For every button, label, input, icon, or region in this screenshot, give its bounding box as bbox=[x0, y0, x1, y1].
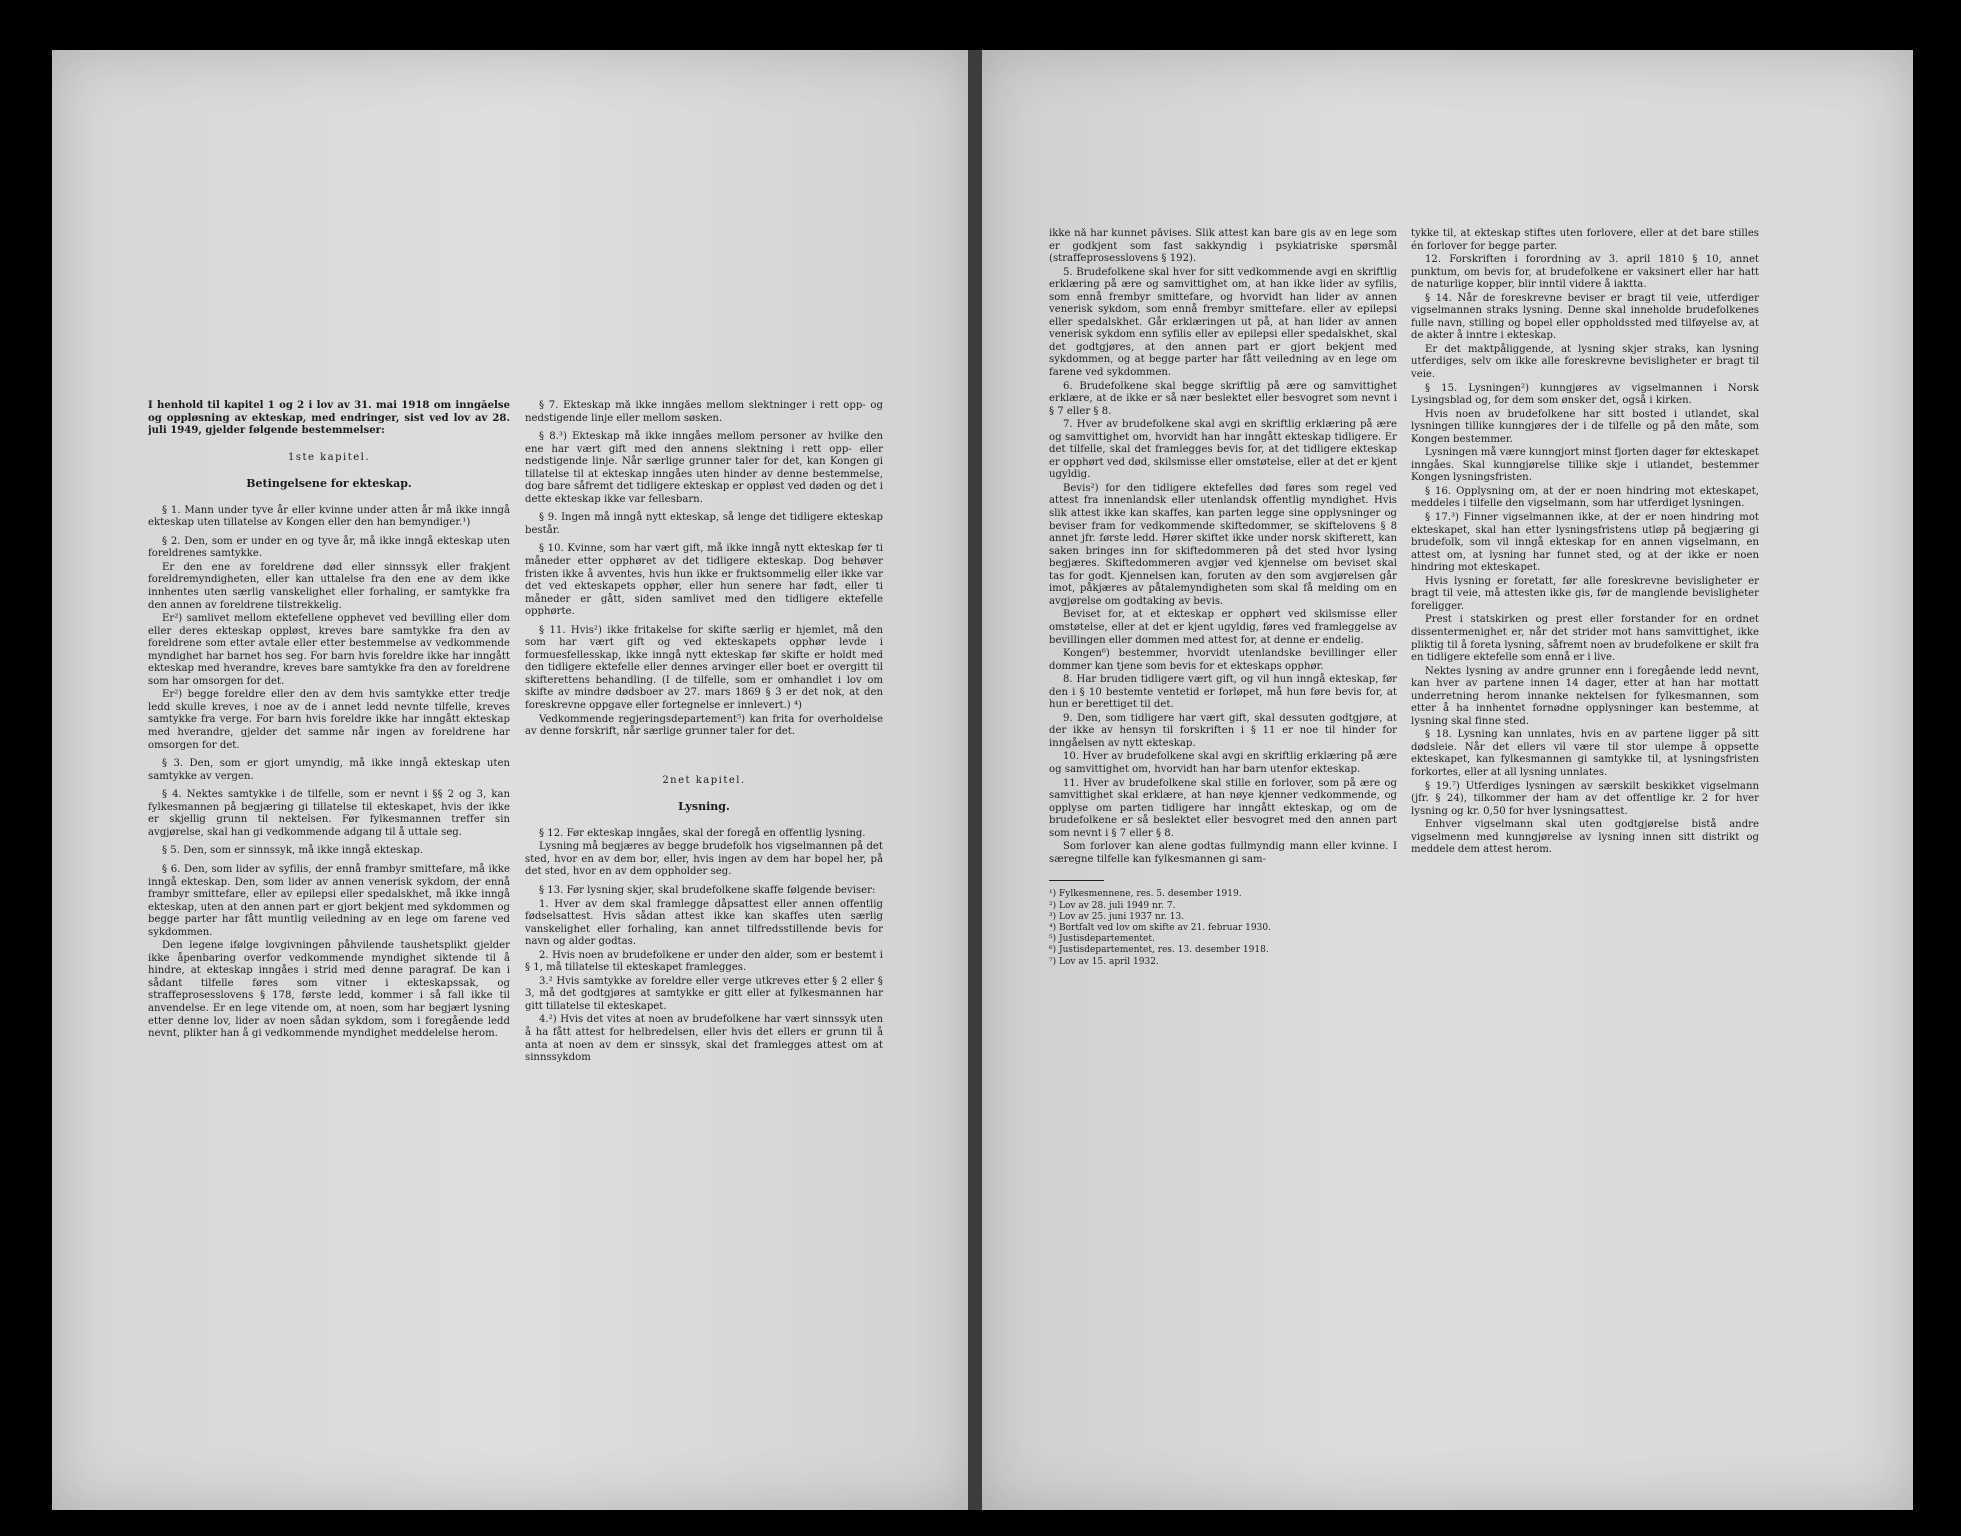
paragraph: § 10. Kvinne, som har vært gift, må ikke inngå nytt ekteskap før ti måneder etter opphøret av det tidligere ekteskap. Dog behøver fristen ikke å avventes, hvis hun ikke er fruktsommelig eller ikke var det ved ekteskapets opphør, eller hun senere har født, eller ti måneder er gått, siden samlivet med den tidligere ektefelle opphørte. bbox=[525, 543, 883, 618]
chapter-1-title: Betingelsene for ekteskap. bbox=[246, 477, 412, 491]
book-gutter bbox=[968, 50, 982, 1510]
paragraph: Som forlover kan alene godtas fullmyndig mann eller kvinne. I særegne tilfelle kan fylkesmannen gi sam- bbox=[1049, 841, 1397, 865]
paragraph: Vedkommende regjeringsdepartement⁵) kan frita for overholdelse av denne forskrift, når særlige grunner taler for det. bbox=[525, 713, 883, 738]
chapter-2-title: Lysning. bbox=[678, 800, 730, 814]
paragraph: 4.²) Hvis det vites at noen av brudefolkene har vært sinnssyk uten å ha fått attest for helbredelsen, eller hvis det ellers er grunn til å anta at noen av dem er sinssyk, skal det framlegges attest om at sinnssykdom bbox=[525, 1014, 883, 1064]
paragraph: Bevis²) for den tidligere ektefelles død føres som regel ved attest fra innenlandsk eller utenlandsk offentlig myndighet. Hvis slik attest ikke kan skaffes, kan parten legge sine opplysninger og beviser fram for vedkommende skiftedommer, se skiftelovens § 8 annet jfr. første ledd. Hører skiftet ikke under norsk skifterett, kan saken bringes inn for skiftedommeren på det sted hvor lysing begjæres. Skiftedommeren avgjør ved kjennelse om beviset skal tas for godt. Kjennelsen kan, foruten av den som avgjørelsen går imot, påkjæres av påtalemyndigheten som skal få melding om en avgjørelse om godtaking av bevis. bbox=[1049, 482, 1397, 607]
paragraph: § 5. Den, som er sinnssyk, må ikke inngå ekteskap. bbox=[162, 845, 424, 857]
footnote: ¹) Fylkesmennene, res. 5. desember 1919. bbox=[1049, 889, 1242, 900]
paragraph: Nektes lysning av andre grunner enn i foregående ledd nevnt, kan hver av partene innen 14 dager, etter at han har mottatt underretning herom innanke nektelsen for fylkesmannen, som etter å ha innhentet fornødne opplysninger kan bestemme, at lysning skal finne sted. bbox=[1411, 665, 1759, 727]
footnote: ³) Lov av 25. juni 1937 nr. 13. bbox=[1049, 911, 1185, 922]
paragraph: 11. Hver av brudefolkene skal stille en forlover, som på ære og samvittighet skal erklære, at han nøye kjenner vedkommende, og opplyse om parten tidligere har inngått ekteskap, og om de brudefolkene er så beslektet eller besvogret med den annen part som nevnt i § 7 eller § 8. bbox=[1049, 777, 1397, 839]
paragraph: ikke nå har kunnet påvises. Slik attest kan bare gis av en lege som er godkjent som fast sakkyndig i psykiatriske spørsmål (straffeprosesslovens § 192). bbox=[1049, 228, 1397, 265]
paragraph: 6. Brudefolkene skal begge skriftlig på ære og samvittighet erklære, at de ikke er så nær beslektet eller besvogret som nevnt i § 7 eller § 8. bbox=[1049, 380, 1397, 417]
paragraph: § 19.⁷) Utferdiges lysningen av særskilt beskikket vigselmann (jfr. § 24), tilkommer der ham av det offentlige kr. 2 for hver lysning og kr. 0,50 for hver lysningsattest. bbox=[1411, 780, 1759, 817]
paragraph: § 12. Før ekteskap inngåes, skal der foregå en offentlig lysning. bbox=[539, 827, 866, 839]
right-page-column-2 bbox=[1411, 228, 1759, 1108]
footnote: ⁷) Lov av 15. april 1932. bbox=[1049, 956, 1159, 967]
paragraph: Beviset for, at et ekteskap er opphørt ved skilsmisse eller omstøtelse, eller at det er kjent ugyldig, føres ved framleggelse av bevillingen eller dommen med attest for, at denne er endelig. bbox=[1049, 609, 1397, 646]
paragraph: § 3. Den, som er gjort umyndig, må ikke inngå ekteskap uten samtykke av vergen. bbox=[148, 758, 510, 782]
paragraph: 9. Den, som tidligere har vært gift, skal dessuten godtgjøre, at der ikke av hensyn til forskriften i § 11 er noe til hinder for inngåelsen av nytt ekteskap. bbox=[1049, 712, 1397, 749]
paragraph: 12. Forskriften i forordning av 3. april 1810 § 10, annet punktum, om bevis for, at brudefolkene er vaksinert eller har hatt de naturlige kopper, blir inntil videre å iaktta. bbox=[1411, 254, 1759, 291]
footnote: ⁵) Justisdepartementet. bbox=[1049, 934, 1155, 945]
paragraph: § 13. Før lysning skjer, skal brudefolkene skaffe følgende beviser: bbox=[539, 884, 876, 896]
paragraph: tykke til, at ekteskap stiftes uten forlovere, eller at det bare stilles én forlover for begge parter. bbox=[1411, 228, 1759, 252]
paragraph: 1. Hver av dem skal framlegge dåpsattest eller annen offentlig fødselsattest. Hvis sådan attest ikke kan skaffes uten særlig vanskelighet eller forhaling, kan annet tilfredsstillende bevis for navn og alder godtas. bbox=[525, 898, 883, 948]
paragraph: Er²) samlivet mellom ektefellene opphevet ved bevilling eller dom eller deres ekteskap oppløst, kreves bare samtykke fra den av foreldrene som etter avtale eller etter bestemmelse av vedkommende myndighet har barnet hos seg. For barn hvis foreldre ikke har inngått ekteskap med hverandre, kreves bare samtykke fra den av foreldrene som har omsorgen for det. bbox=[148, 613, 510, 687]
paragraph: Prest i statskirken og prest eller forstander for en ordnet dissentermenighet er, når det strider mot hans samvittighet, ikke pliktig til å foreta lysning, såfremt noen av brudefolkene er skilt fra en tidligere ektefelle som ennå er i live. bbox=[1411, 614, 1759, 664]
paragraph: § 14. Når de foreskrevne beviser er bragt til veie, utferdiger vigselmannen straks lysning. Denne skal inneholde brudefolkenes fulle navn, stilling og bopel eller oppholdssted med tilføyelse av, at de akter å inntre i ekteskap. bbox=[1411, 292, 1759, 342]
right-page-column-1 bbox=[1049, 228, 1397, 1208]
paragraph: Den legene ifølge lovgivningen påhvilende taushetsplikt gjelder ikke åpenbaring overfor vedkommende myndighet siktende til å hindre, at ekteskap inngåes i strid med denne paragraf. De kan i sådant tilfelle føres som vitner i ekteskapssak, og straffeprosesslovens § 178, første ledd, kommer i så fall ikke til anvendelse. Er en lege vitende om, at noen, som har begjært lysning etter denne lov, lider av noen sådan sykdom, som i foregående ledd nevnt, plikter han å gi vedkommende myndighet meddelelse herom. bbox=[148, 940, 510, 1040]
paragraph: § 9. Ingen må inngå nytt ekteskap, så lenge det tidligere ekteskap består. bbox=[525, 512, 883, 536]
paragraph: § 7. Ekteskap må ikke inngåes mellom slektninger i rett opp- og nedstigende linje eller mellom søsken. bbox=[525, 400, 883, 424]
paragraph: § 18. Lysning kan unnlates, hvis en av partene ligger på sitt dødsleie. Når det ellers vil være til stor ulempe å oppsette ekteskapet, kan fylkesmannen gi samtykke til, at lysningsfristen forkortes, eller at all lysning unnlates. bbox=[1411, 729, 1759, 778]
footnote: ⁶) Justisdepartementet, res. 13. desember 1918. bbox=[1049, 945, 1269, 956]
paragraph: 8. Har bruden tidligere vært gift, og vil hun inngå ekteskap, før den i § 10 bestemte ventetid er forløpet, må hun føre bevis for, at hun er berettiget til det. bbox=[1049, 674, 1397, 711]
paragraph: Er²) begge foreldre eller den av dem hvis samtykke etter tredje ledd skulle kreves, i noe av de i annet ledd nevnte tilfelle, kreves samtykke fra verge. For barn hvis foreldre ikke har inngått ekteskap med hverandre, gjelder det samme når ingen av foreldrene har omsorgen for det. bbox=[148, 689, 510, 751]
paragraph: 10. Hver av brudefolkene skal avgi en skriftlig erklæring på ære og samvittighet om, hvorvidt han har barn utenfor ekteskap. bbox=[1049, 751, 1397, 775]
footnote: ²) Lov av 28. juli 1949 nr. 7. bbox=[1049, 900, 1176, 911]
footnote-divider bbox=[1049, 880, 1104, 881]
paragraph: § 16. Opplysning om, at der er noen hindring mot ekteskapet, meddeles i tilfelle den vigselmann, som har utferdiget lysningen. bbox=[1411, 485, 1759, 510]
chapter-1-heading: 1ste kapitel. bbox=[287, 451, 371, 463]
footnotes bbox=[1049, 889, 1397, 967]
paragraph: Lysningen må være kunngjort minst fjorten dager før ekteskapet inngåes. Skal kunngjørelse tillike skje i utlandet, bestemmer Kongen lysningsfristen. bbox=[1411, 447, 1759, 484]
paragraph: § 11. Hvis²) ikke fritakelse for skifte særlig er hjemlet, må den som har vært gift og ved ekteskapets opphør levde i formuesfellesskap, ikke inngå nytt ekteskap før skifte er holdt med den tidligere ektefelle eller dennes arvinger eller boet er overgitt til skifterettens behandling. (I de tilfelle, som er omhandlet i lov om skifte av mindre dødsboer av 27. mars 1869 § 3 er det nok, at den foreskrevne oppgave eller fortegnelse er innlevert.) ⁴) bbox=[525, 624, 883, 712]
left-page-column-1 bbox=[148, 400, 510, 1400]
paragraph: § 4. Nektes samtykke i de tilfelle, som er nevnt i §§ 2 og 3, kan fylkesmannen på begjæring gi tillatelse til ekteskapet, hvis der ikke er skjellig grunn til nektelsen. Før fylkesmannen treffer sin avgjørelse, skal han gi vedkommende adgang til å uttale seg. bbox=[148, 789, 510, 838]
left-page-column-2 bbox=[525, 400, 883, 1400]
paragraph: § 2. Den, som er under en og tyve år, må ikke inngå ekteskap uten foreldrenes samtykke. bbox=[148, 535, 510, 560]
paragraph: Lysning må begjæres av begge brudefolk hos vigselmannen på det sted, hvor en av dem bor, eller, hvis ingen av dem har bopel her, på det sted, hvor en av dem oppholder seg. bbox=[525, 841, 883, 878]
paragraph: Hvis noen av brudefolkene har sitt bosted i utlandet, skal lysningen tillike kunngjøres der i de tilfelle og på den måte, som Kongen bestemmer. bbox=[1411, 408, 1759, 445]
paragraph: § 6. Den, som lider av syfilis, der ennå frambyr smittefare, må ikke inngå ekteskap. Den, som lider av annen venerisk sykdom, der ennå frambyr smittefare, eller av epilepsi eller spedalskhet, må ikke inngå ekteskap, uten at den annen part er gjort bekjent med sykdommen og begge parter har fått muntlig veiledning av en lege om farene ved sykdommen. bbox=[148, 863, 510, 938]
intro-paragraph: I henhold til kapitel 1 og 2 i lov av 31. mai 1918 om inngåelse og oppløsning av ekteskap, med endringer, sist ved lov av 28. juli 1949, gjelder følgende bestemmelser: bbox=[148, 400, 510, 437]
paragraph: 7. Hver av brudefolkene skal avgi en skriftlig erklæring på ære og samvittighet om, hvorvidt han har inngått ekteskap tidligere. Er det tilfelle, skal det framlegges bevis for, at det tidligere ekteskap er opphørt ved død, skilsmisse eller omstøtelse, eller at det er kjent ugyldig. bbox=[1049, 419, 1397, 481]
paragraph: Enhver vigselmann skal uten godtgjørelse bistå andre vigselmenn med kunngjørelse av lysning innen sitt distrikt og meddele dem attest herom. bbox=[1411, 819, 1759, 856]
paragraph: Er den ene av foreldrene død eller sinnssyk eller frakjent foreldremyndigheten, eller kan uttalelse fra den ene av dem ikke innhentes uten særlig vanskelighet eller forhaling, er samtykke fra den annen av foreldrene tilstrekkelig. bbox=[148, 561, 510, 611]
paragraph: Hvis lysning er foretatt, før alle foreskrevne bevisligheter er bragt til veie, må attesten ikke gis, før de manglende bevisligheter foreligger. bbox=[1411, 575, 1759, 612]
paragraph: § 17.³) Finner vigselmannen ikke, at der er noen hindring mot ekteskapet, skal han etter lysningsfristens utløp på begjæring gi brudefolk, som vil inngå ekteskap for en annen vigselmann, en attest om, at lysning har funnet sted, og at der ikke er noen hindring mot ekteskapet. bbox=[1411, 512, 1759, 574]
chapter-2-heading: 2net kapitel. bbox=[662, 774, 746, 786]
paragraph: Kongen⁶) bestemmer, hvorvidt utenlandske bevillinger eller dommer kan tjene som bevis for et ekteskaps opphør. bbox=[1049, 648, 1397, 672]
paragraph: § 1. Mann under tyve år eller kvinne under atten år må ikke inngå ekteskap uten tillatelse av Kongen eller den han bemyndiger.¹) bbox=[148, 504, 510, 529]
paragraph: 3.² Hvis samtykke av foreldre eller verge utkreves etter § 2 eller § 3, må det godtgjøres at samtykke er gitt eller at fylkesmannen har gitt tillatelse til ekteskapet. bbox=[525, 975, 883, 1012]
paragraph: 5. Brudefolkene skal hver for sitt vedkommende avgi en skriftlig erklæring på ære og samvittighet om, at han ikke lider av syfilis, som ennå frembyr smittefare, og hvorvidt han lider av annen venerisk sykdom, som ennå frembyr smittefare. eller av epilepsi eller spedalskhet. Går erklæringen ut på, at han lider av annen venerisk sykdom enn syfilis eller av epilepsi eller spedalskhet, skal det godtgjøres, at den annen part er gjort bekjent med sykdommen, og at begge parter har fått veiledning av en lege om farene ved sykdommen. bbox=[1049, 266, 1397, 379]
paragraph: § 8.³) Ekteskap må ikke inngåes mellom personer av hvilke den ene har vært gift med den annens slektning i rett opp- eller nedstigende linje. Når særlige grunner taler for det, kan Kongen gi tillatelse til at ekteskap inngåes uten hinder av denne bestemmelse, dog bare såfremt det tidligere ekteskap er oppløst ved døden og det i dette ekteskap ikke var fellesbarn. bbox=[525, 431, 883, 505]
paragraph: Er det maktpåliggende, at lysning skjer straks, kan lysning utferdiges, selv om ikke alle foreskrevne bevisligheter er bragt til veie. bbox=[1411, 343, 1759, 381]
paragraph: § 15. Lysningen²) kunngjøres av vigselmannen i Norsk Lysingsblad og, for dem som ønsker det, også i kirken. bbox=[1411, 382, 1759, 407]
footnote: ⁴) Bortfalt ved lov om skifte av 21. februar 1930. bbox=[1049, 922, 1271, 933]
paragraph: 2. Hvis noen av brudefolkene er under den alder, som er bestemt i § 1, må tillatelse til ekteskapet framlegges. bbox=[525, 949, 883, 974]
